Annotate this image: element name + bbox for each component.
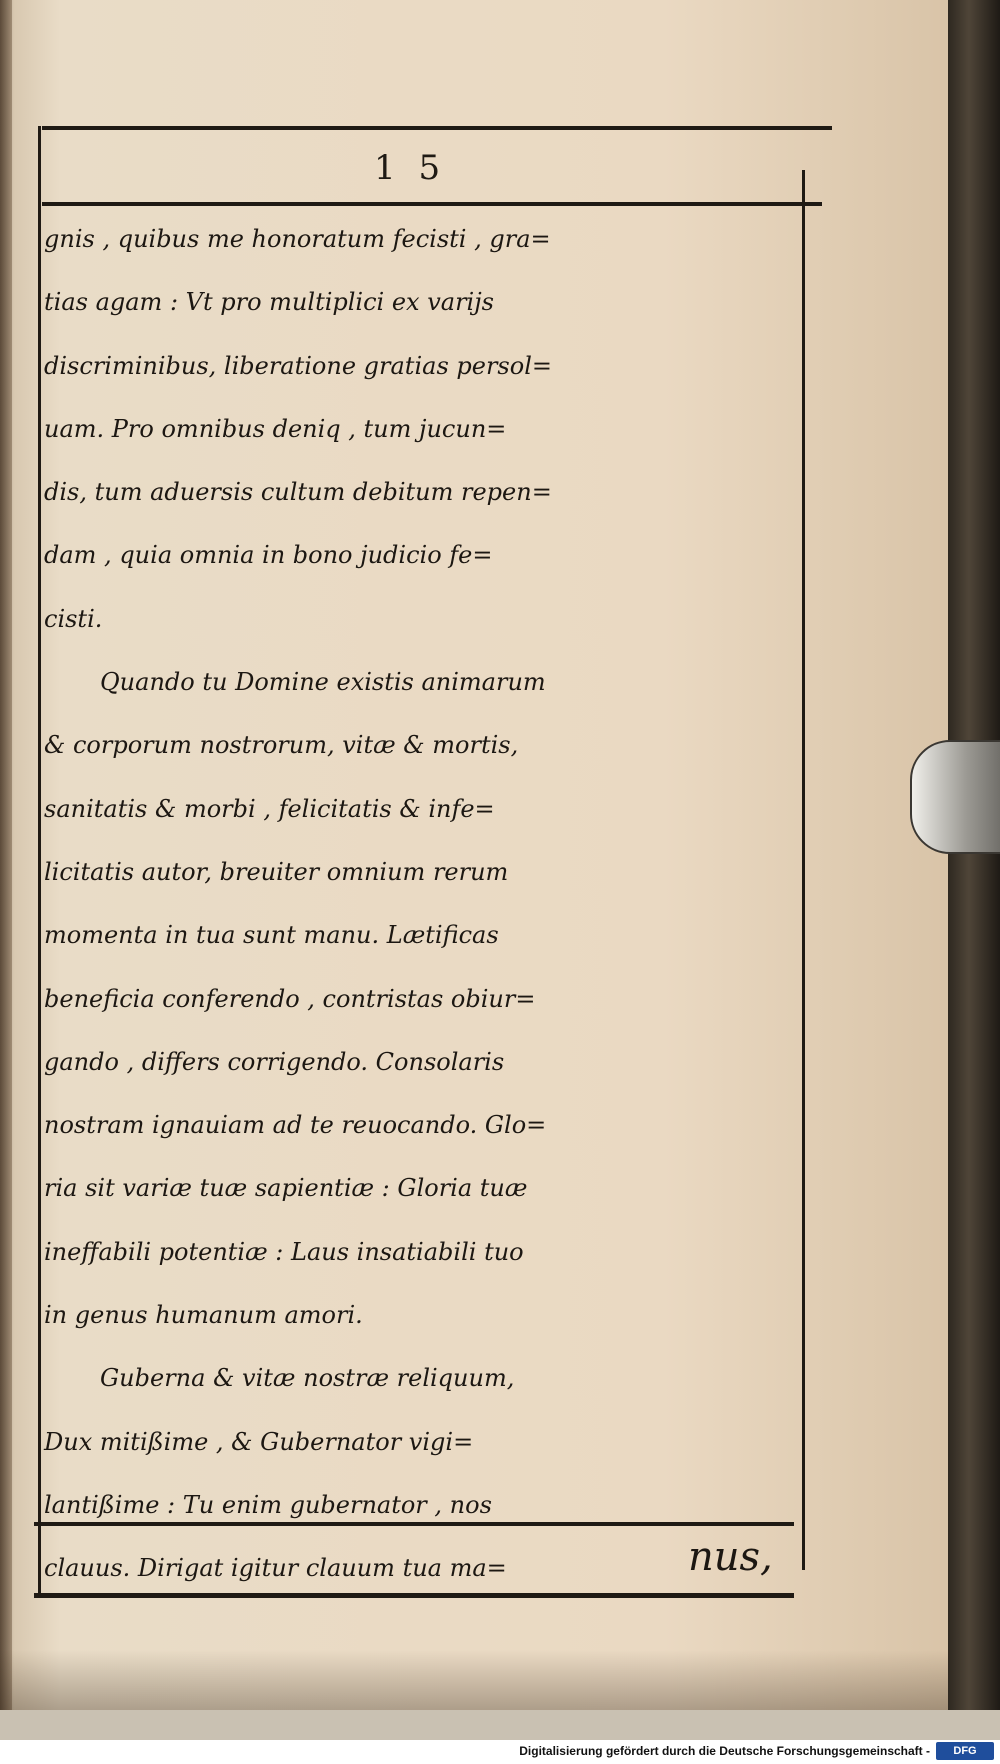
text-line: & corporum nostrorum, vitæ & mortis, <box>44 731 519 760</box>
text-line: discriminibus, liberatione gratias persol= <box>44 351 552 380</box>
text-line: in genus humanum amori. <box>44 1301 363 1330</box>
text-line: Quando tu Domine existis animarum <box>100 668 546 697</box>
text-line: Dux mitißime , & Gubernator vigi= <box>44 1427 474 1456</box>
page-number: 1 5 <box>374 148 447 188</box>
text-line: Guberna & vitæ nostræ reliquum, <box>100 1364 515 1393</box>
text-line: beneficia conferendo , contristas obiur= <box>44 984 536 1013</box>
frame-left-rule <box>38 126 41 1598</box>
funding-credit: Digitalisierung gefördert durch die Deutsche Forschungsgemeinschaft - <box>519 1744 930 1758</box>
page-shadow <box>0 1650 948 1710</box>
text-line: cisti. <box>44 604 103 633</box>
text-line: dis, tum aduersis cultum debitum repen= <box>44 478 552 507</box>
footer-rule-bottom <box>34 1593 794 1598</box>
header-rule-top <box>42 126 832 130</box>
book-edge <box>948 0 1000 1710</box>
text-line: clauus. Dirigat igitur clauum tua ma= <box>44 1554 507 1583</box>
header-rule-bottom <box>42 202 822 206</box>
text-frame <box>24 126 804 1610</box>
catchword: nus, <box>688 1534 773 1580</box>
text-line: momenta in tua sunt manu. Lætificas <box>44 921 499 950</box>
page-clip <box>910 740 1000 854</box>
text-line: nostram ignauiam ad te reuocando. Glo= <box>44 1111 547 1140</box>
text-line: dam , quia omnia in bono judicio fe= <box>44 541 493 570</box>
digitization-footer <box>0 1740 1000 1764</box>
text-line: sanitatis & morbi , felicitatis & infe= <box>44 794 495 823</box>
text-line: ria sit variæ tuæ sapientiæ : Gloria tuæ <box>44 1174 528 1203</box>
body-text <box>44 208 804 1601</box>
page-gutter <box>0 0 12 1710</box>
text-line: gando , differs corrigendo. Consolaris <box>44 1047 505 1076</box>
text-line: tias agam : Vt pro multiplici ex varijs <box>44 288 494 317</box>
dfg-logo-icon: DFG <box>936 1742 994 1760</box>
text-line: uam. Pro omnibus deniq , tum jucun= <box>44 414 507 443</box>
footer-rule-top <box>34 1522 794 1526</box>
text-line: gnis , quibus me honoratum fecisti , gra= <box>44 225 551 253</box>
text-line: ineffabili potentiæ : Laus insatiabili tuo <box>44 1237 524 1266</box>
text-line: licitatis autor, breuiter omnium rerum <box>44 857 509 886</box>
text-line: lantißime : Tu enim gubernator , nos <box>44 1490 492 1519</box>
